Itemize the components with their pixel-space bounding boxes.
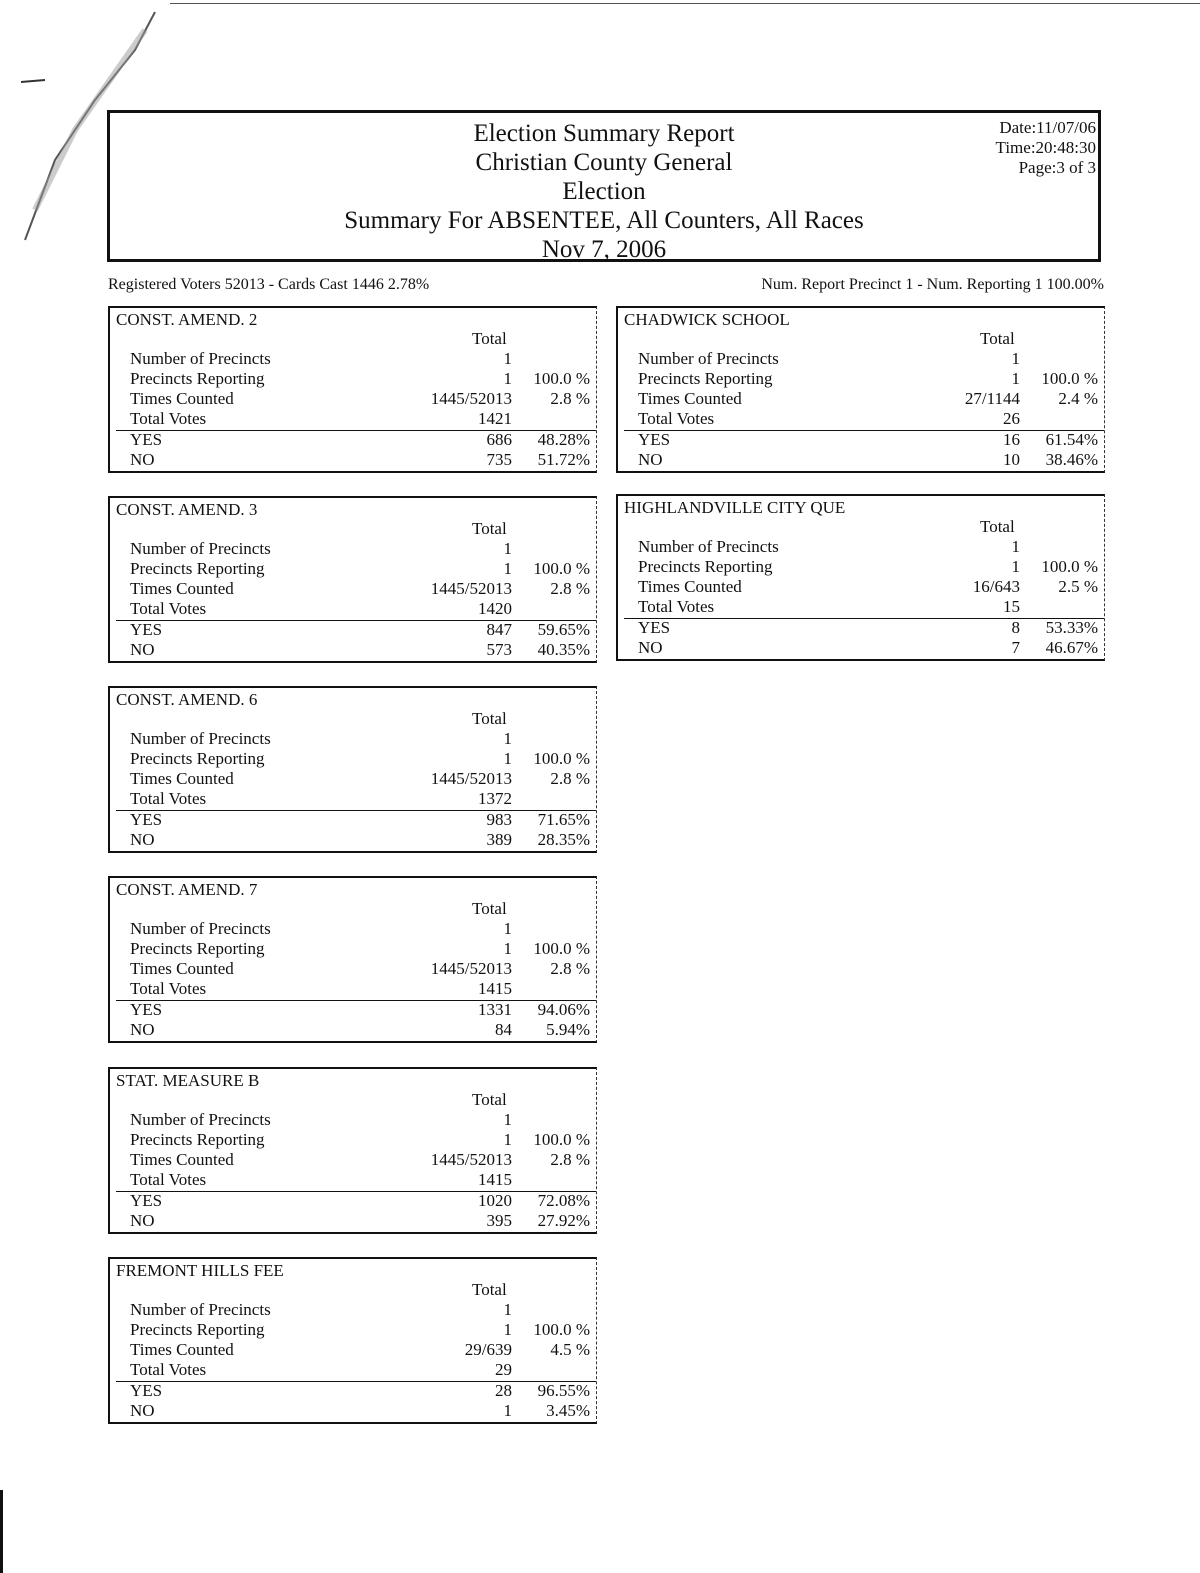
precincts-reporting-row [110, 939, 596, 959]
row-label: NO [638, 450, 663, 469]
row-value: 1331 [478, 1000, 512, 1019]
row-value: 1421 [478, 409, 512, 428]
row-label: YES [638, 430, 671, 449]
row-percent: 2.8 % [550, 959, 590, 978]
no-row [110, 1020, 596, 1040]
row-percent: 53.33% [1045, 618, 1098, 637]
row-value: 29 [495, 1360, 512, 1379]
yes-row [110, 1381, 596, 1401]
no-row [110, 1211, 596, 1231]
row-value: 1 [503, 349, 512, 368]
report-time: Time:20:48:30 [995, 138, 1096, 157]
race-box [616, 306, 1105, 473]
times-counted-row [110, 1340, 596, 1360]
number-of-precincts-row [110, 1110, 596, 1130]
row-percent: 100.0 % [1041, 557, 1098, 576]
row-label: Total Votes [130, 599, 207, 618]
race-title: STAT. MEASURE B [116, 1071, 260, 1090]
row-label: YES [130, 1381, 163, 1400]
row-label: Times Counted [130, 959, 234, 978]
row-label: Times Counted [130, 579, 234, 598]
row-label: Precincts Reporting [638, 557, 773, 576]
page-edge [170, 3, 1200, 4]
row-percent: 27.92% [537, 1211, 590, 1230]
title-line: Nov 7, 2006 [541, 236, 667, 263]
row-percent: 100.0 % [533, 369, 590, 388]
race-title: CONST. AMEND. 7 [116, 880, 258, 899]
row-percent: 38.46% [1045, 450, 1098, 469]
row-value: 1 [503, 749, 512, 768]
row-label: Total Votes [130, 1360, 207, 1379]
row-label: Total Votes [638, 597, 715, 616]
precincts-reporting-row [110, 1130, 596, 1150]
row-value: 847 [486, 620, 512, 639]
total-column-header: Total [472, 1090, 507, 1109]
times-counted-row [618, 577, 1104, 597]
row-value: 1 [1011, 557, 1020, 576]
row-value: 26 [1003, 409, 1020, 428]
row-value: 1445/52013 [430, 389, 512, 408]
row-label: Precincts Reporting [130, 749, 265, 768]
precincts-reporting-row [110, 369, 596, 389]
row-value: 389 [486, 830, 512, 849]
total-votes-row [618, 597, 1104, 617]
race-box [108, 496, 597, 663]
row-value: 1020 [478, 1191, 512, 1210]
row-value: 16/643 [972, 577, 1020, 596]
row-value: 686 [486, 430, 512, 449]
race-box [108, 686, 597, 853]
row-value: 1420 [478, 599, 512, 618]
race-box [108, 1257, 597, 1424]
row-label: Number of Precincts [130, 729, 271, 748]
total-votes-row [110, 979, 596, 999]
row-percent: 59.65% [537, 620, 590, 639]
title-line: Christian County General [475, 149, 733, 176]
number-of-precincts-row [110, 1300, 596, 1320]
row-value: 7 [1011, 638, 1020, 657]
row-value: 1 [1011, 537, 1020, 556]
row-value: 16 [1003, 430, 1020, 449]
row-percent: 5.94% [546, 1020, 590, 1039]
total-column-header: Total [980, 517, 1015, 536]
yes-row [618, 618, 1104, 638]
race-box [108, 1067, 597, 1234]
row-value: 84 [495, 1020, 512, 1039]
row-label: Total Votes [130, 1170, 207, 1189]
precincts-reporting-row [618, 557, 1104, 577]
no-row [110, 1401, 596, 1421]
row-label: NO [130, 640, 155, 659]
row-label: Number of Precincts [130, 1110, 271, 1129]
yes-row [110, 1191, 596, 1211]
no-row [110, 830, 596, 850]
precinct-reporting-summary: Num. Report Precinct 1 - Num. Reporting 1 100.00% [761, 276, 1104, 293]
row-percent: 72.08% [537, 1191, 590, 1210]
row-label: Times Counted [130, 769, 234, 788]
row-label: Precincts Reporting [130, 369, 265, 388]
times-counted-row [110, 959, 596, 979]
row-label: YES [130, 1191, 163, 1210]
row-label: Precincts Reporting [130, 1130, 265, 1149]
report-date: Date:11/07/06 [999, 118, 1096, 137]
no-row [110, 640, 596, 660]
title-line: Election [562, 178, 646, 205]
row-label: YES [130, 620, 163, 639]
title-line: Election Summary Report [473, 120, 735, 147]
race-box [108, 306, 597, 473]
row-label: Times Counted [638, 577, 742, 596]
row-value: 1372 [478, 789, 512, 808]
row-label: NO [130, 830, 155, 849]
row-percent: 4.5 % [550, 1340, 590, 1359]
row-percent: 28.35% [537, 830, 590, 849]
row-value: 1 [503, 1110, 512, 1129]
row-label: Precincts Reporting [130, 1320, 265, 1339]
row-value: 1 [503, 369, 512, 388]
row-value: 1415 [478, 1170, 512, 1189]
row-percent: 100.0 % [533, 1130, 590, 1149]
times-counted-row [618, 389, 1104, 409]
title-line: Summary For ABSENTEE, All Counters, All Races [344, 207, 864, 234]
row-label: Precincts Reporting [130, 559, 265, 578]
row-percent: 2.5 % [1058, 577, 1098, 596]
total-column-header: Total [980, 329, 1015, 348]
row-label: NO [638, 638, 663, 657]
row-value: 573 [486, 640, 512, 659]
row-label: NO [130, 1401, 155, 1420]
row-percent: 2.8 % [550, 389, 590, 408]
report-header [107, 110, 1101, 262]
row-label: Precincts Reporting [130, 939, 265, 958]
row-label: Total Votes [130, 789, 207, 808]
times-counted-row [110, 1150, 596, 1170]
precincts-reporting-row [110, 749, 596, 769]
no-row [618, 450, 1104, 470]
page-edge [0, 1490, 3, 1573]
number-of-precincts-row [618, 537, 1104, 557]
row-label: YES [130, 430, 163, 449]
row-value: 735 [486, 450, 512, 469]
total-votes-row [110, 789, 596, 809]
row-value: 27/1144 [964, 389, 1020, 408]
row-percent: 2.4 % [1058, 389, 1098, 408]
row-value: 1445/52013 [430, 959, 512, 978]
row-label: Number of Precincts [130, 349, 271, 368]
number-of-precincts-row [110, 349, 596, 369]
row-percent: 71.65% [537, 810, 590, 829]
row-percent: 2.8 % [550, 1150, 590, 1169]
row-percent: 100.0 % [533, 749, 590, 768]
total-column-header: Total [472, 899, 507, 918]
row-label: Times Counted [638, 389, 742, 408]
race-title: HIGHLANDVILLE CITY QUE [624, 498, 846, 517]
row-label: NO [130, 1020, 155, 1039]
row-label: Total Votes [638, 409, 715, 428]
row-label: Number of Precincts [130, 919, 271, 938]
total-votes-row [618, 409, 1104, 429]
row-label: YES [638, 618, 671, 637]
total-votes-row [110, 1170, 596, 1190]
precincts-reporting-row [618, 369, 1104, 389]
row-value: 1415 [478, 979, 512, 998]
row-value: 28 [495, 1381, 512, 1400]
row-percent: 3.45% [546, 1401, 590, 1420]
number-of-precincts-row [618, 349, 1104, 369]
row-value: 1445/52013 [430, 769, 512, 788]
row-value: 1 [503, 539, 512, 558]
row-label: Number of Precincts [638, 349, 779, 368]
row-value: 8 [1011, 618, 1020, 637]
row-label: Total Votes [130, 979, 207, 998]
row-percent: 100.0 % [533, 1320, 590, 1339]
row-percent: 40.35% [537, 640, 590, 659]
row-label: YES [130, 810, 163, 829]
row-percent: 100.0 % [533, 559, 590, 578]
row-percent: 48.28% [537, 430, 590, 449]
row-value: 1 [503, 559, 512, 578]
total-votes-row [110, 409, 596, 429]
row-value: 1 [503, 1130, 512, 1149]
row-label: Times Counted [130, 389, 234, 408]
report-meta [996, 118, 1096, 178]
report-page: Page:3 of 3 [1018, 158, 1096, 177]
row-value: 1 [503, 919, 512, 938]
row-label: Times Counted [130, 1150, 234, 1169]
row-percent: 100.0 % [1041, 369, 1098, 388]
row-label: Times Counted [130, 1340, 234, 1359]
row-value: 1 [503, 1300, 512, 1319]
race-box [108, 876, 597, 1043]
yes-row [110, 620, 596, 640]
race-title: CONST. AMEND. 3 [116, 500, 258, 519]
row-value: 395 [486, 1211, 512, 1230]
row-label: Number of Precincts [130, 1300, 271, 1319]
total-column-header: Total [472, 1280, 507, 1299]
row-label: Number of Precincts [638, 537, 779, 556]
row-label: Precincts Reporting [638, 369, 773, 388]
yes-row [618, 430, 1104, 450]
precincts-reporting-row [110, 559, 596, 579]
total-votes-row [110, 1360, 596, 1380]
row-value: 1 [503, 1401, 512, 1420]
no-row [110, 450, 596, 470]
row-label: Total Votes [130, 409, 207, 428]
times-counted-row [110, 769, 596, 789]
number-of-precincts-row [110, 539, 596, 559]
yes-row [110, 430, 596, 450]
number-of-precincts-row [110, 919, 596, 939]
row-percent: 46.67% [1045, 638, 1098, 657]
row-label: NO [130, 450, 155, 469]
total-column-header: Total [472, 709, 507, 728]
row-value: 10 [1003, 450, 1020, 469]
row-percent: 94.06% [537, 1000, 590, 1019]
report-title [110, 119, 1098, 264]
row-value: 1 [503, 729, 512, 748]
yes-row [110, 1000, 596, 1020]
number-of-precincts-row [110, 729, 596, 749]
row-percent: 2.8 % [550, 579, 590, 598]
race-title: FREMONT HILLS FEE [116, 1261, 284, 1280]
row-percent: 2.8 % [550, 769, 590, 788]
row-value: 1 [1011, 349, 1020, 368]
times-counted-row [110, 389, 596, 409]
row-value: 1 [503, 939, 512, 958]
row-value: 1445/52013 [430, 1150, 512, 1169]
row-label: Number of Precincts [130, 539, 271, 558]
times-counted-row [110, 579, 596, 599]
total-votes-row [110, 599, 596, 619]
registered-voters-summary: Registered Voters 52013 - Cards Cast 1446 2.78% [108, 276, 430, 293]
row-value: 15 [1003, 597, 1020, 616]
total-column-header: Total [472, 329, 507, 348]
row-value: 1445/52013 [430, 579, 512, 598]
race-title: CHADWICK SCHOOL [624, 310, 790, 329]
row-percent: 51.72% [537, 450, 590, 469]
race-title: CONST. AMEND. 2 [116, 310, 258, 329]
no-row [618, 638, 1104, 658]
row-label: NO [130, 1211, 155, 1230]
row-percent: 96.55% [537, 1381, 590, 1400]
yes-row [110, 810, 596, 830]
row-value: 983 [486, 810, 512, 829]
total-column-header: Total [472, 519, 507, 538]
row-percent: 100.0 % [533, 939, 590, 958]
row-value: 1 [503, 1320, 512, 1339]
row-percent: 61.54% [1045, 430, 1098, 449]
race-box [616, 494, 1105, 661]
precincts-reporting-row [110, 1320, 596, 1340]
row-value: 29/639 [464, 1340, 512, 1359]
row-value: 1 [1011, 369, 1020, 388]
race-title: CONST. AMEND. 6 [116, 690, 258, 709]
row-label: YES [130, 1000, 163, 1019]
